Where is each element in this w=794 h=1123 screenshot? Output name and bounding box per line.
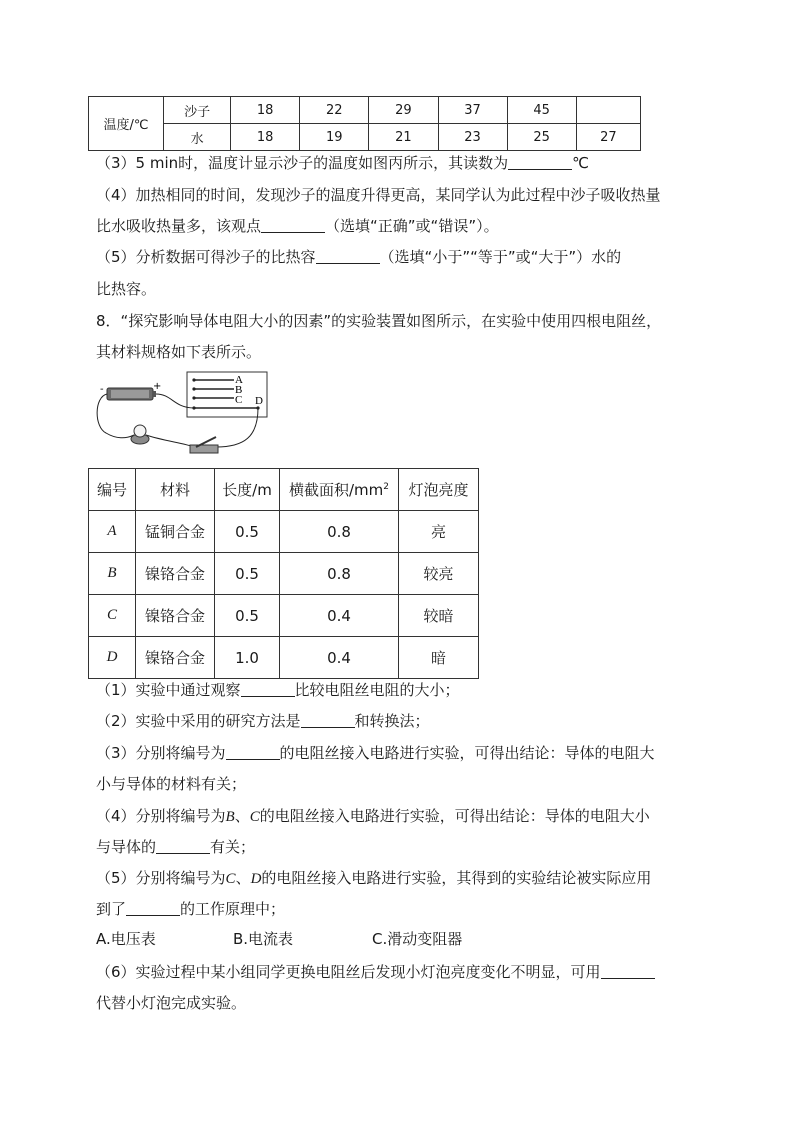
table-row xyxy=(89,637,479,679)
q7-part3-unit: ℃ xyxy=(572,154,590,172)
q8-part1-text: （1）实验中通过观察 xyxy=(96,681,241,699)
q8-part5-text-end: 的电阻丝接入电路进行实验，其得到的实验结论被实际应用 xyxy=(261,869,652,887)
circuit-diagram xyxy=(94,367,274,459)
table-cell: 18 xyxy=(231,124,300,151)
table-cell: 0.5 xyxy=(215,553,280,595)
table-row xyxy=(89,595,479,637)
q7-part5-text: （5）分析数据可得沙子的比热容 xyxy=(96,248,316,266)
battery-icon xyxy=(107,388,156,400)
q7-part4-line1: （4）加热相同的时间，发现沙子的温度升得更高，某同学认为此过程中沙子吸收热量 xyxy=(96,186,661,204)
table-row xyxy=(89,553,479,595)
separator: 、 xyxy=(235,869,251,887)
column-header xyxy=(280,469,399,511)
table-cell: 锰铜合金 xyxy=(136,511,215,553)
table-cell: 0.8 xyxy=(280,511,399,553)
wire-id-b: B xyxy=(225,809,235,825)
column-header-text: 横截面积/mm xyxy=(288,481,384,499)
q8-part4-line1 xyxy=(96,806,650,827)
q8-part3-line1 xyxy=(96,743,655,763)
separator: 、 xyxy=(234,807,250,825)
bulb-icon xyxy=(131,425,149,444)
q8-part3-text: （3）分别将编号为 xyxy=(96,744,226,762)
column-header: 灯泡亮度 xyxy=(399,469,479,511)
answer-blank[interactable] xyxy=(316,247,380,264)
q7-part3-text: （3）5 min时，温度计显示沙子的温度如图丙所示，其读数为 xyxy=(96,154,509,172)
q8-intro-line2: 其材料规格如下表所示。 xyxy=(96,343,262,361)
q7-part5-hint: （选填“小于”“等于”或“大于”）水的 xyxy=(379,248,622,266)
switch-icon xyxy=(190,437,218,453)
table-cell: 1.0 xyxy=(215,637,280,679)
q8-part6-line2: 代替小灯泡完成实验。 xyxy=(96,994,247,1012)
option-c[interactable]: C.滑动变阻器 xyxy=(372,930,463,948)
wire-id-d: D xyxy=(250,871,262,887)
answer-blank[interactable] xyxy=(241,680,295,697)
q8-part5-text2: 到了 xyxy=(96,900,127,918)
answer-blank[interactable] xyxy=(156,837,210,854)
column-header: 长度/m xyxy=(215,469,280,511)
q8-part5-line1 xyxy=(96,868,651,889)
answer-blank[interactable] xyxy=(261,216,325,233)
column-header: 编号 xyxy=(89,469,136,511)
battery-plus-sign: + xyxy=(153,381,162,392)
table-cell: 0.8 xyxy=(280,553,399,595)
q8-part3-text-end: 的电阻丝接入电路进行实验，可得出结论：导体的电阻大 xyxy=(279,744,655,762)
table-cell: 镍铬合金 xyxy=(136,595,215,637)
option-b[interactable]: B.电流表 xyxy=(233,930,294,948)
answer-blank[interactable] xyxy=(508,153,572,170)
q8-part3-line2: 小与导体的材料有关； xyxy=(96,775,247,793)
answer-blank[interactable] xyxy=(301,711,355,728)
table-cell: 37 xyxy=(438,97,507,124)
q7-part3 xyxy=(96,153,589,173)
table-row xyxy=(89,124,641,151)
q7-part5-line1 xyxy=(96,247,621,267)
q8-intro-line1: 8．“探究影响导体电阻大小的因素”的实验装置如图所示，在实验中使用四根电阻丝， xyxy=(96,312,662,330)
wire-label-a: A xyxy=(235,374,243,386)
row-label-sand: 沙子 xyxy=(164,97,231,124)
q7-part5-line2: 比热容。 xyxy=(96,280,157,298)
q8-part2-text: （2）实验中采用的研究方法是 xyxy=(96,712,301,730)
superscript: 2 xyxy=(383,482,389,492)
q8-part6-line1 xyxy=(96,962,655,982)
table-cell: 21 xyxy=(369,124,438,151)
table-cell: 镍铬合金 xyxy=(136,553,215,595)
table-cell: 19 xyxy=(300,124,369,151)
table-cell: 暗 xyxy=(399,637,479,679)
table-cell: 镍铬合金 xyxy=(136,637,215,679)
table-cell: 0.4 xyxy=(280,637,399,679)
table-cell: B xyxy=(89,553,136,595)
table-cell: 27 xyxy=(576,124,640,151)
wire-label-b: B xyxy=(235,384,243,396)
q8-part2-text-end: 和转换法； xyxy=(354,712,430,730)
table-cell: 29 xyxy=(369,97,438,124)
temperature-table xyxy=(88,96,641,151)
q7-part4-text: 比水吸收热量多，该观点 xyxy=(96,217,262,235)
table-cell: 45 xyxy=(507,97,576,124)
q8-part1 xyxy=(96,680,460,700)
q8-part5-line2 xyxy=(96,899,285,919)
battery-minus-sign: - xyxy=(100,384,104,395)
answer-blank[interactable] xyxy=(601,962,655,979)
row-label-water: 水 xyxy=(164,124,231,151)
row-header-temperature: 温度/℃ xyxy=(89,97,164,151)
table-cell: 25 xyxy=(507,124,576,151)
option-a[interactable]: A.电压表 xyxy=(96,930,156,948)
q8-part5-text2-end: 的工作原理中； xyxy=(180,900,286,918)
q7-part4-line2 xyxy=(96,216,499,236)
q8-part4-text2-end: 有关； xyxy=(210,838,256,856)
q8-part4-text: （4）分别将编号为 xyxy=(96,807,226,825)
table-cell: 较亮 xyxy=(399,553,479,595)
wire xyxy=(146,435,194,447)
table-cell: 亮 xyxy=(399,511,479,553)
wire-id-c: C xyxy=(225,871,236,887)
table-cell: C xyxy=(89,595,136,637)
q8-part2 xyxy=(96,711,430,731)
wire xyxy=(97,394,134,438)
q7-part4-hint: （选填“正确”或“错误”）。 xyxy=(325,217,499,235)
answer-blank[interactable] xyxy=(226,743,280,760)
answer-blank[interactable] xyxy=(126,899,180,916)
wire-id-c: C xyxy=(249,809,260,825)
table-row xyxy=(89,97,641,124)
table-cell: D xyxy=(89,637,136,679)
table-cell: 23 xyxy=(438,124,507,151)
resistance-wire-table xyxy=(88,468,479,679)
table-row xyxy=(89,511,479,553)
table-cell: 0.5 xyxy=(215,511,280,553)
q8-part4-line2 xyxy=(96,837,255,857)
q8-part5-text: （5）分别将编号为 xyxy=(96,869,226,887)
q8-part4-text2: 与导体的 xyxy=(96,838,157,856)
q8-part1-text-end: 比较电阻丝电阻的大小； xyxy=(294,681,460,699)
q8-part4-text-end: 的电阻丝接入电路进行实验，可得出结论：导体的电阻大小 xyxy=(259,807,650,825)
table-cell: A xyxy=(89,511,136,553)
table-header-row xyxy=(89,469,479,511)
wire-label-d: D xyxy=(255,395,263,407)
table-cell: 较暗 xyxy=(399,595,479,637)
wire-label-c: C xyxy=(235,394,243,406)
table-cell: 22 xyxy=(300,97,369,124)
table-cell: 18 xyxy=(231,97,300,124)
table-cell: 0.4 xyxy=(280,595,399,637)
table-cell xyxy=(576,97,640,124)
table-cell: 0.5 xyxy=(215,595,280,637)
column-header: 材料 xyxy=(136,469,215,511)
q8-part6-text: （6）实验过程中某小组同学更换电阻丝后发现小灯泡亮度变化不明显，可用 xyxy=(96,963,601,981)
